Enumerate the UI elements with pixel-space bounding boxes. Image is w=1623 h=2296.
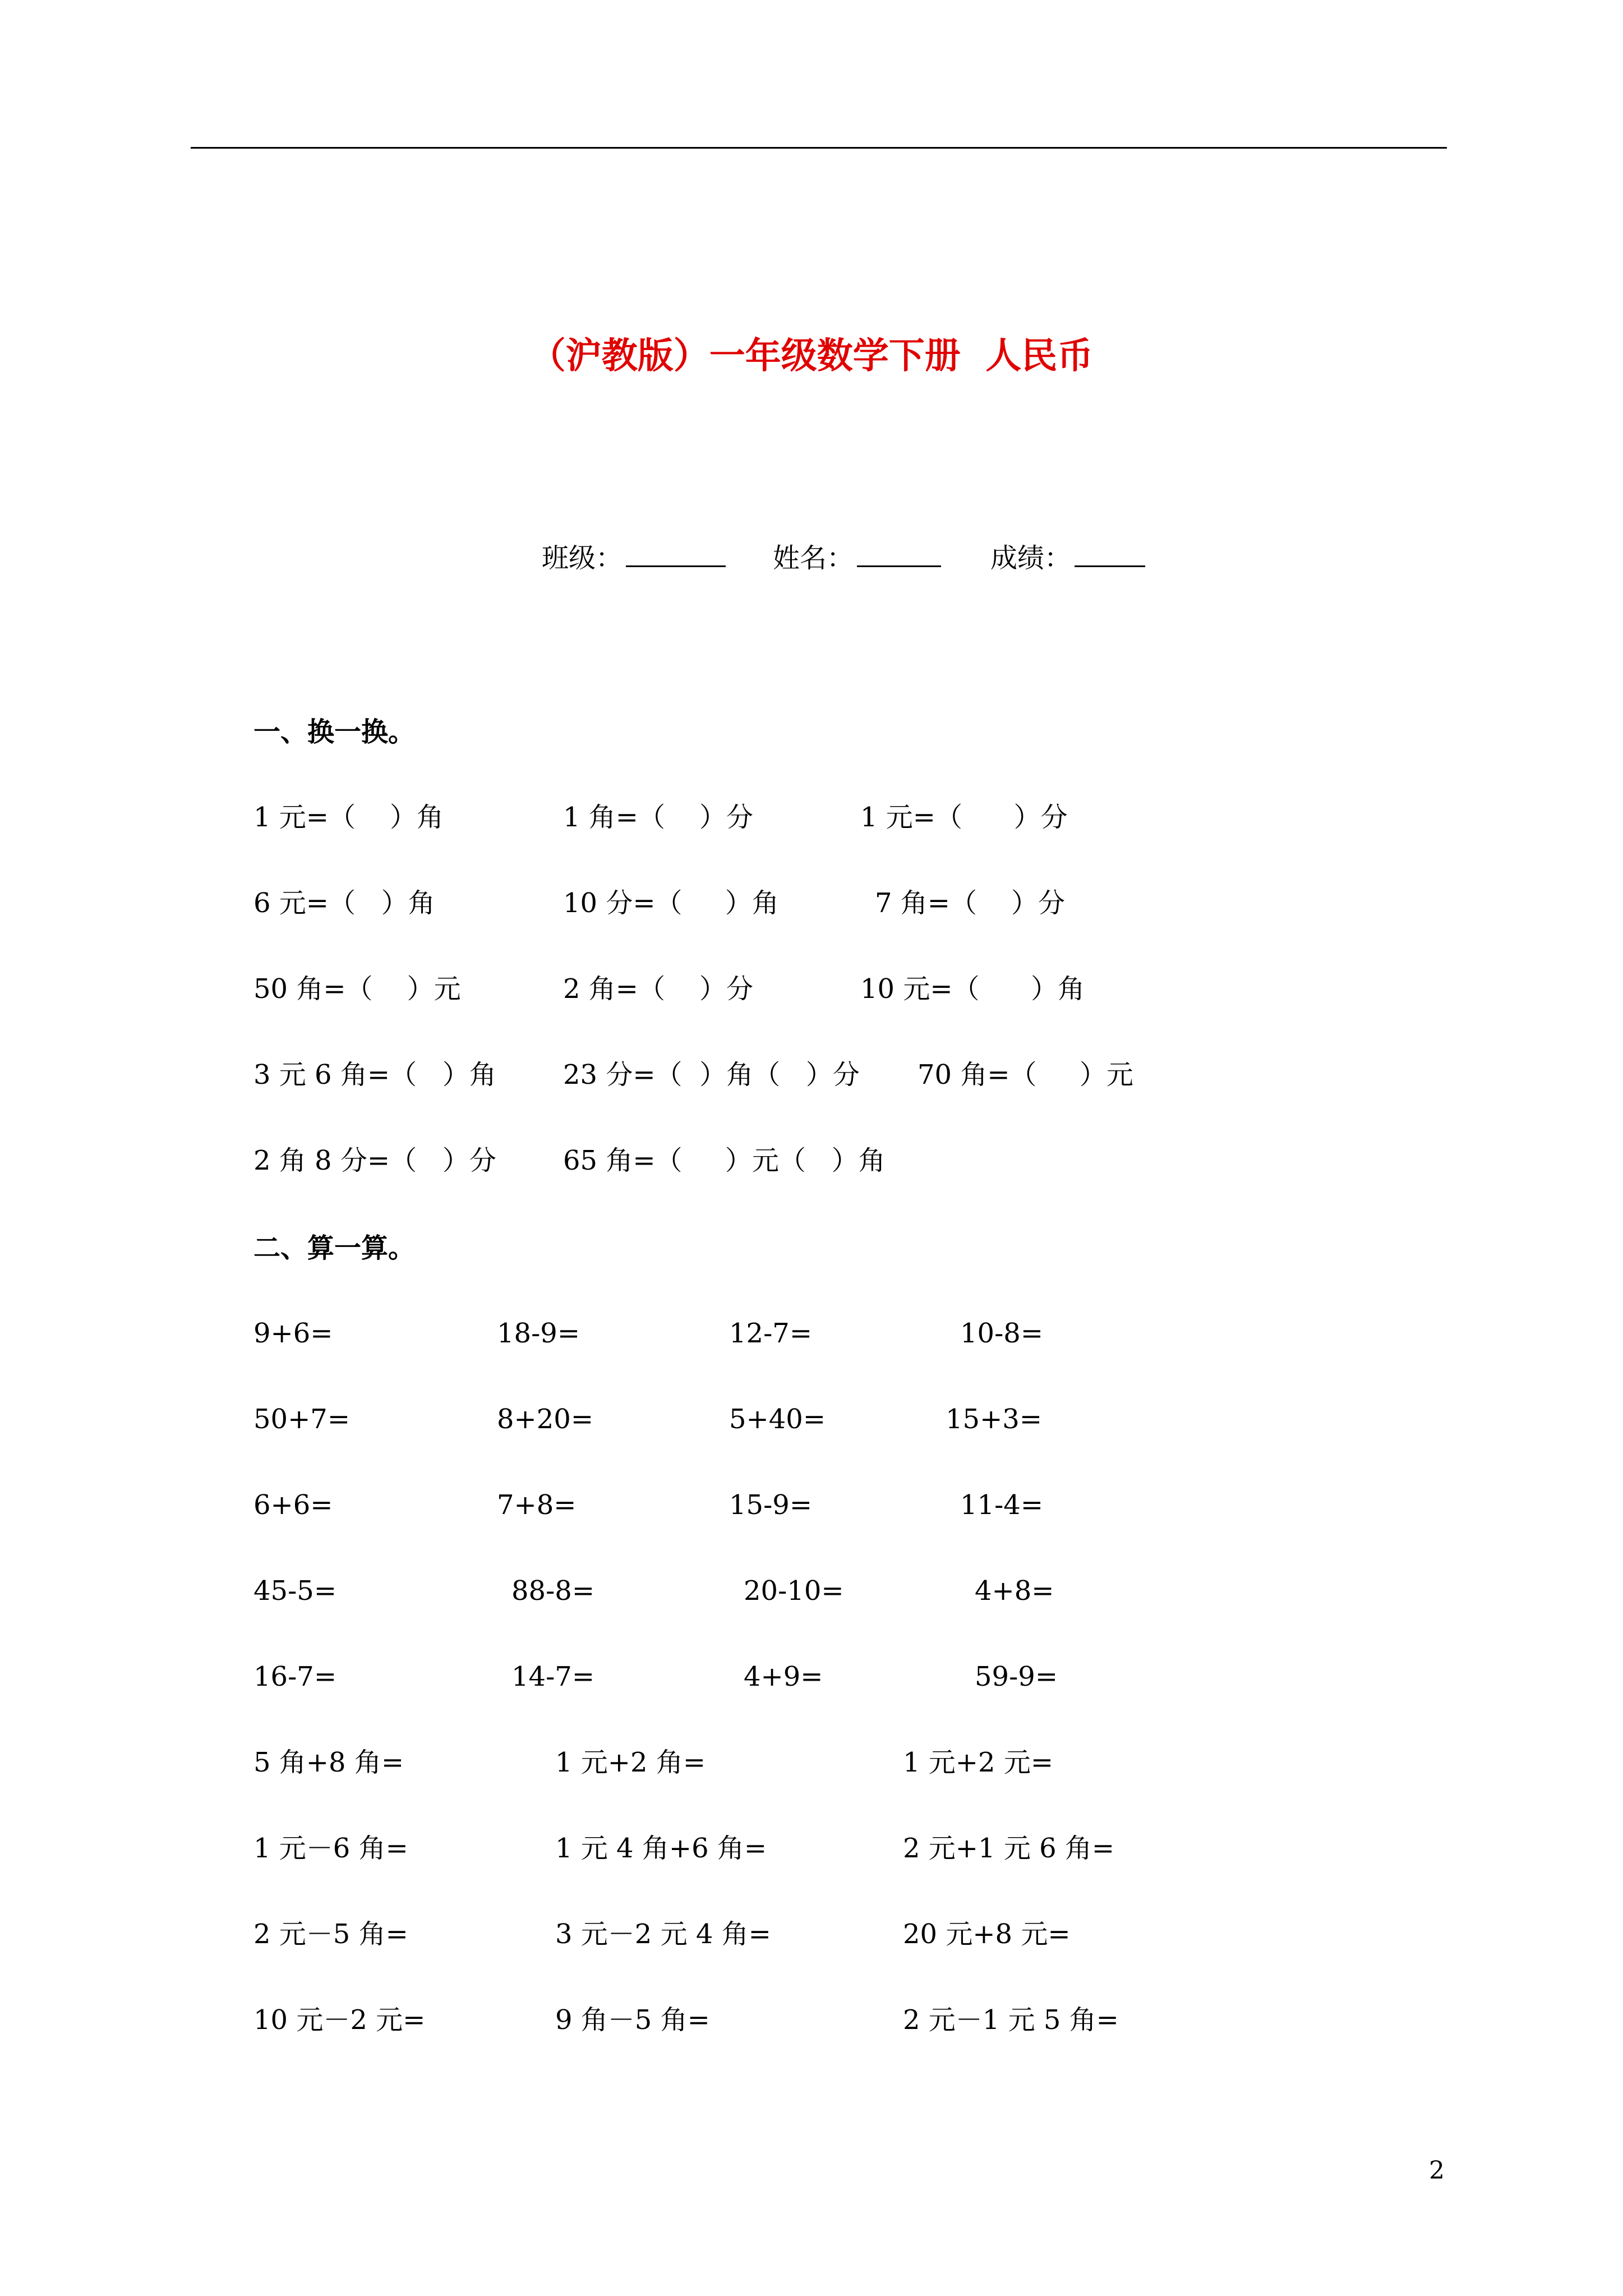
exercise-item: 20 元+8 元=	[903, 1918, 1071, 1950]
class-label: 班级：	[542, 542, 623, 574]
exercise-item: 8+20=	[497, 1404, 594, 1435]
exercise-item: 2 元+1 元 6 角=	[903, 1833, 1115, 1864]
exercise-item: 10 分=（ ）角	[563, 887, 779, 919]
exercise-item: 15+3=	[946, 1404, 1043, 1435]
exercise-item: 45-5=	[253, 1575, 337, 1607]
exercise-item: 1 元=（ ）分	[860, 802, 1068, 833]
score-field	[990, 539, 1145, 578]
exercise-item: 3 元 6 角=（ ）角	[253, 1059, 496, 1091]
exercise-item: 3 元－2 元 4 角=	[555, 1918, 771, 1950]
exercise-item: 11-4=	[960, 1489, 1044, 1521]
section-1-heading: 一、换一换。	[253, 716, 416, 748]
exercise-item: 59-9=	[975, 1661, 1058, 1692]
exercise-item: 10 元－2 元=	[253, 2004, 426, 2036]
exercise-item: 50 角=（ ）元	[253, 973, 461, 1005]
exercise-item: 88-8=	[511, 1575, 595, 1607]
exercise-item: 16-7=	[253, 1661, 337, 1692]
exercise-item: 1 元=（ ）角	[253, 802, 444, 833]
name-blank[interactable]	[857, 539, 941, 567]
exercise-item: 7 角=（ ）分	[875, 887, 1066, 919]
exercise-item: 4+8=	[975, 1575, 1054, 1607]
exercise-item: 5 角+8 角=	[253, 1747, 404, 1778]
exercise-item: 14-7=	[511, 1661, 595, 1692]
exercise-item: 6 元=（ ）角	[253, 887, 435, 919]
exercise-item: 6+6=	[253, 1489, 333, 1521]
exercise-item: 20-10=	[744, 1575, 844, 1607]
name-field	[773, 539, 941, 578]
class-field	[542, 539, 726, 578]
name-label: 姓名：	[773, 542, 854, 574]
header-rule	[191, 147, 1447, 149]
exercise-item: 50+7=	[253, 1404, 351, 1435]
exercise-item: 18-9=	[497, 1318, 580, 1349]
exercise-item: 70 角=（ ）元	[917, 1059, 1133, 1091]
section-2-heading: 二、算一算。	[253, 1232, 416, 1264]
exercise-item: 15-9=	[729, 1489, 813, 1521]
exercise-item: 5+40=	[729, 1404, 826, 1435]
exercise-item: 1 元+2 角=	[555, 1747, 706, 1778]
exercise-item: 2 元－1 元 5 角=	[903, 2004, 1119, 2036]
exercise-item: 9+6=	[253, 1318, 333, 1349]
exercise-item: 10 元=（ ）角	[860, 973, 1085, 1005]
exercise-item: 1 角=（ ）分	[563, 802, 754, 833]
class-blank[interactable]	[626, 539, 726, 567]
page-number: 2	[1429, 2156, 1445, 2185]
exercise-item: 10-8=	[960, 1318, 1044, 1349]
page-title: （沪教版）一年级数学下册 人民币	[529, 335, 1094, 377]
exercise-item: 23 分=（ ）角（ ）分	[563, 1059, 860, 1091]
exercise-item: 12-7=	[729, 1318, 813, 1349]
exercise-item: 1 元 4 角+6 角=	[555, 1833, 767, 1864]
exercise-item: 65 角=（ ）元（ ）角	[563, 1145, 886, 1176]
exercise-item: 1 元+2 元=	[903, 1747, 1054, 1778]
score-blank[interactable]	[1075, 539, 1145, 567]
exercise-item: 2 角=（ ）分	[563, 973, 754, 1005]
exercise-item: 7+8=	[497, 1489, 577, 1521]
exercise-item: 1 元－6 角=	[253, 1833, 408, 1864]
exercise-item: 9 角－5 角=	[555, 2004, 710, 2036]
score-label: 成绩：	[990, 542, 1072, 574]
exercise-item: 4+9=	[744, 1661, 823, 1692]
exercise-item: 2 角 8 分=（ ）分	[253, 1145, 496, 1176]
exercise-item: 2 元－5 角=	[253, 1918, 408, 1950]
